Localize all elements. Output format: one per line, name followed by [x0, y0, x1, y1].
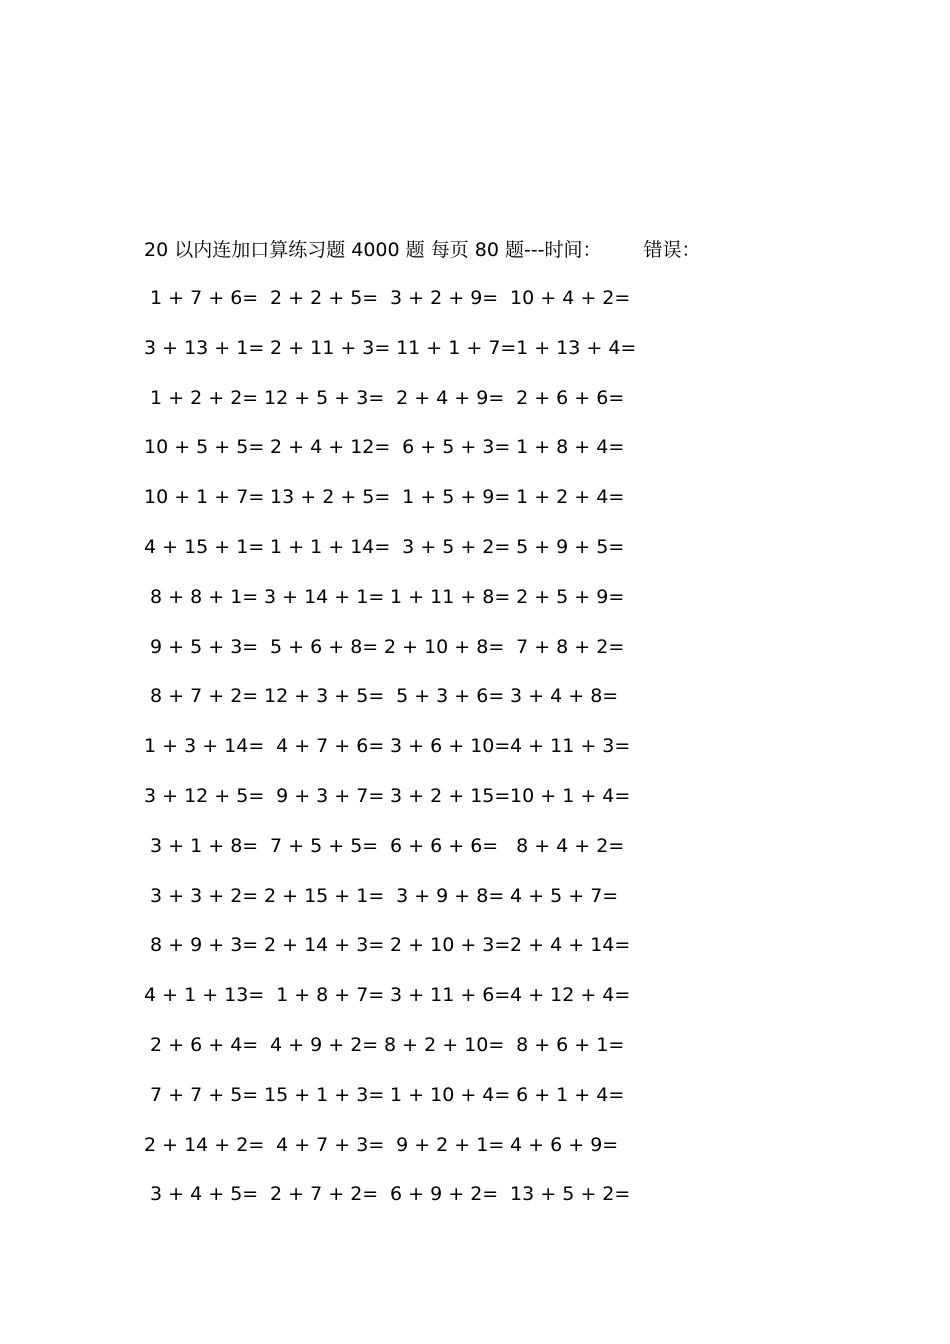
problem-item: 1 + 8 + 4= — [504, 436, 625, 459]
problem-item: 1 + 3 + 14= — [144, 735, 265, 758]
problem-item: 2 + 11 + 3= — [264, 336, 391, 359]
problem-item: 4 + 12 + 4= — [504, 984, 631, 1007]
problem-item: 4 + 15 + 1= — [144, 535, 265, 558]
problem-item: 2 + 7 + 2= — [264, 1183, 379, 1206]
worksheet-title — [144, 236, 701, 264]
problem-row — [144, 433, 664, 483]
problem-item: 7 + 8 + 2= — [504, 635, 625, 658]
problem-item: 3 + 2 + 15= — [384, 784, 511, 807]
problem-item: 2 + 14 + 3= — [264, 934, 385, 957]
problem-item: 3 + 6 + 10= — [384, 735, 511, 758]
title-text: 20 以内连加口算练习题 4000 题 每页 80 题---时间： — [144, 239, 602, 261]
problem-item: 4 + 7 + 6= — [264, 735, 385, 758]
problem-item: 3 + 9 + 8= — [384, 884, 505, 907]
problem-row — [144, 284, 664, 334]
problem-row — [144, 782, 664, 832]
problem-item: 2 + 14 + 2= — [144, 1133, 265, 1156]
problem-item: 4 + 11 + 3= — [504, 735, 631, 758]
problem-item: 2 + 4 + 12= — [264, 436, 391, 459]
problem-item: 15 + 1 + 3= — [264, 1083, 385, 1106]
problem-item: 3 + 2 + 9= — [384, 287, 499, 309]
problem-item: 5 + 6 + 8= — [264, 635, 379, 658]
problem-item: 8 + 8 + 1= — [144, 585, 259, 608]
problem-item: 8 + 4 + 2= — [504, 834, 625, 857]
problem-item: 13 + 2 + 5= — [264, 486, 391, 509]
problem-item: 1 + 1 + 14= — [264, 535, 391, 558]
problem-item: 2 + 15 + 1= — [264, 884, 385, 907]
problem-item: 9 + 3 + 7= — [264, 784, 385, 807]
problem-item: 3 + 5 + 2= — [384, 535, 511, 558]
problem-item: 5 + 3 + 6= — [384, 685, 505, 708]
error-label: 错误： — [643, 239, 701, 261]
problem-item: 3 + 14 + 1= — [264, 585, 385, 608]
problem-item: 2 + 4 + 9= — [384, 386, 505, 409]
problem-item: 5 + 9 + 5= — [504, 535, 625, 558]
problem-item: 1 + 8 + 7= — [264, 984, 385, 1007]
problem-row — [144, 882, 664, 932]
problem-item: 2 + 5 + 9= — [504, 585, 625, 608]
problem-item: 3 + 4 + 5= — [144, 1183, 259, 1206]
problem-item: 3 + 1 + 8= — [144, 834, 259, 857]
problem-row — [144, 832, 664, 882]
problem-row — [144, 583, 664, 633]
problem-item: 2 + 6 + 6= — [504, 386, 625, 409]
problem-grid — [144, 284, 664, 1230]
problem-item: 4 + 9 + 2= — [264, 1033, 379, 1056]
problem-item: 13 + 5 + 2= — [504, 1183, 631, 1206]
problem-row — [144, 732, 664, 782]
problem-item: 3 + 13 + 1= — [144, 336, 265, 359]
problem-row — [144, 981, 664, 1031]
problem-item: 3 + 11 + 6= — [384, 984, 511, 1007]
problem-item: 2 + 4 + 14= — [504, 934, 631, 957]
problem-item: 10 + 1 + 4= — [504, 784, 631, 807]
problem-item: 3 + 4 + 8= — [504, 685, 619, 708]
problem-item: 12 + 3 + 5= — [264, 685, 385, 708]
problem-item: 10 + 5 + 5= — [144, 436, 265, 459]
problem-item: 2 + 10 + 8= — [384, 635, 505, 658]
problem-item: 10 + 4 + 2= — [504, 287, 631, 309]
problem-item: 7 + 5 + 5= — [264, 834, 379, 857]
problem-item: 8 + 7 + 2= — [144, 685, 259, 708]
problem-item: 9 + 2 + 1= — [384, 1133, 505, 1156]
problem-item: 1 + 10 + 4= — [384, 1083, 511, 1106]
problem-row — [144, 931, 664, 981]
problem-item: 8 + 9 + 3= — [144, 934, 259, 957]
problem-row — [144, 334, 664, 384]
problem-item: 6 + 6 + 6= — [384, 834, 499, 857]
problem-row — [144, 384, 664, 434]
problem-item: 8 + 6 + 1= — [504, 1033, 625, 1056]
problem-item: 1 + 7 + 6= — [144, 287, 259, 309]
problem-item: 12 + 5 + 3= — [264, 386, 385, 409]
problem-row — [144, 1031, 664, 1081]
problem-item: 1 + 2 + 4= — [504, 486, 625, 509]
problem-item: 9 + 5 + 3= — [144, 635, 259, 658]
problem-item: 1 + 5 + 9= — [384, 486, 511, 509]
problem-row — [144, 1131, 664, 1181]
problem-item: 2 + 10 + 3= — [384, 934, 511, 957]
problem-item: 1 + 2 + 2= — [144, 386, 259, 409]
problem-row — [144, 633, 664, 683]
problem-item: 8 + 2 + 10= — [384, 1033, 505, 1056]
problem-item: 7 + 7 + 5= — [144, 1083, 259, 1106]
problem-row — [144, 682, 664, 732]
problem-item: 2 + 2 + 5= — [264, 287, 379, 309]
problem-item: 4 + 7 + 3= — [264, 1133, 385, 1156]
problem-item: 1 + 13 + 4= — [504, 336, 637, 359]
problem-item: 3 + 12 + 5= — [144, 784, 265, 807]
problem-item: 4 + 6 + 9= — [504, 1133, 619, 1156]
problem-row — [144, 533, 664, 583]
problem-item: 11 + 1 + 7= — [384, 336, 517, 359]
problem-item: 1 + 11 + 8= — [384, 585, 511, 608]
problem-item: 4 + 1 + 13= — [144, 984, 265, 1007]
problem-row — [144, 1081, 664, 1131]
problem-row — [144, 483, 664, 533]
problem-row — [144, 1180, 664, 1230]
problem-item: 10 + 1 + 7= — [144, 486, 265, 509]
problem-item: 6 + 5 + 3= — [384, 436, 511, 459]
problem-item: 2 + 6 + 4= — [144, 1033, 259, 1056]
problem-item: 3 + 3 + 2= — [144, 884, 259, 907]
problem-item: 4 + 5 + 7= — [504, 884, 619, 907]
problem-item: 6 + 1 + 4= — [504, 1083, 625, 1106]
problem-item: 6 + 9 + 2= — [384, 1183, 499, 1206]
